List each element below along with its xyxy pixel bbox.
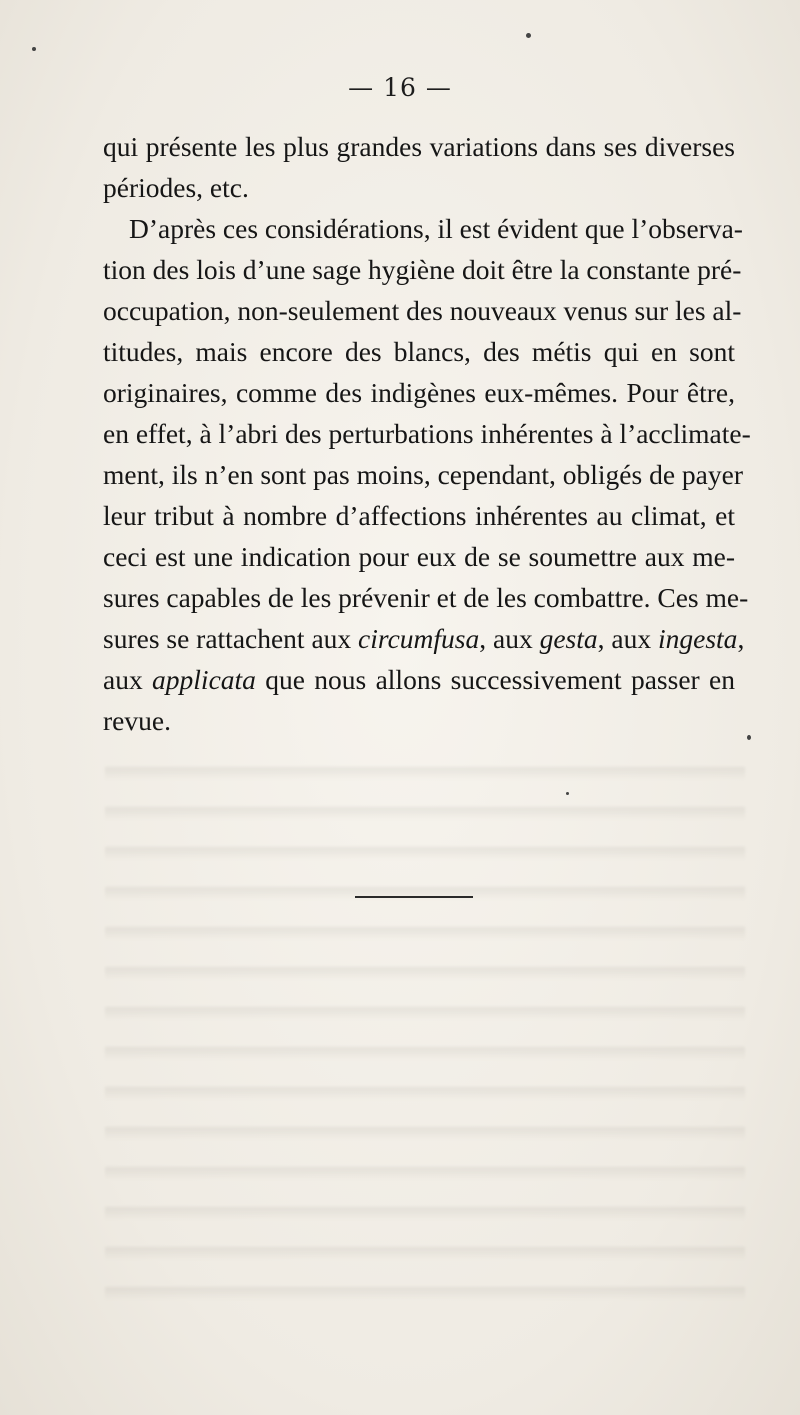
ink-speck (32, 47, 36, 51)
italic-term: circumfusa (358, 623, 480, 654)
text-line: aux applicata que nous allons successivement passer en (103, 664, 735, 695)
section-end-rule (355, 896, 473, 898)
page-number: — 16 — (348, 73, 452, 102)
body-text (103, 126, 751, 741)
italic-term: gesta (539, 623, 598, 654)
text-line: originaires, comme des indigènes eux-mêmes. Pour être, (103, 377, 735, 408)
text-line: en effet, à l’abri des perturbations inhérentes à l’acclimate- (103, 418, 751, 449)
ink-speck (747, 735, 751, 740)
ink-speck (566, 792, 569, 795)
bleed-through-text (105, 740, 745, 1300)
text-line: ment, ils n’en sont pas moins, cependant, obligés de payer (103, 459, 743, 490)
text-line: leur tribut à nombre d’affections inhérentes au climat, et (103, 500, 735, 531)
text-line: revue. (103, 705, 171, 736)
text-line: périodes, etc. (103, 172, 249, 203)
text-line: ceci est une indication pour eux de se soumettre aux me- (103, 541, 735, 572)
ink-speck (526, 33, 531, 38)
italic-term: applicata (152, 664, 256, 695)
text-line: qui présente les plus grandes variations dans ses diverses (103, 131, 735, 162)
italic-term: ingesta (657, 623, 738, 654)
text-line: tion des lois d’une sage hygiène doit être la constante pré- (103, 254, 742, 285)
text-line: titudes, mais encore des blancs, des métis qui en sont (103, 336, 735, 367)
text-line: occupation, non-seulement des nouveaux venus sur les al- (103, 295, 742, 326)
text-line: sures se rattachent aux circumfusa, aux gesta, aux ingesta, (103, 623, 745, 654)
text-line: D’après ces considérations, il est évident que l’observa- (129, 213, 743, 244)
text-line: sures capables de les prévenir et de les combattre. Ces me- (103, 582, 749, 613)
